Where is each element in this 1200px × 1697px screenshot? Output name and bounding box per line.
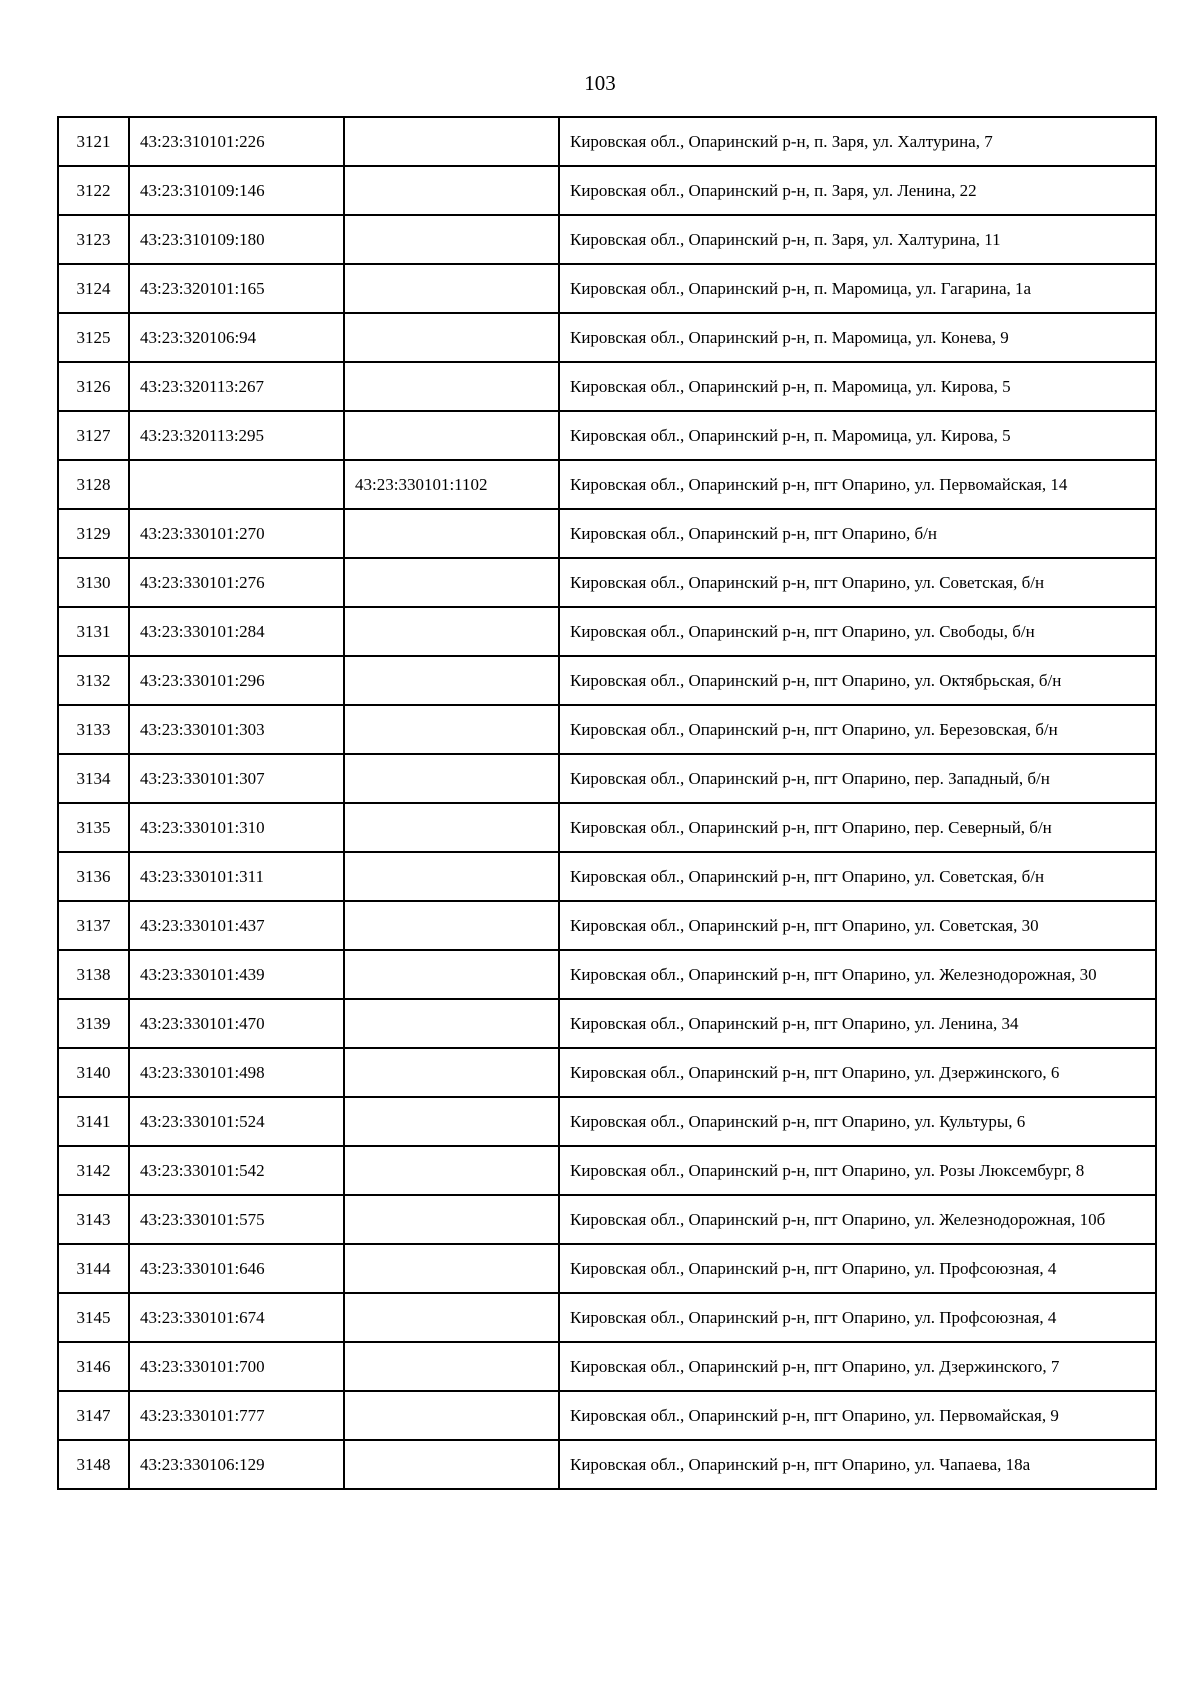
related-cadastral-number-cell (344, 1146, 559, 1195)
entry-number-cell: 3130 (58, 558, 129, 607)
table-row (58, 1244, 1156, 1293)
entry-number-cell: 3124 (58, 264, 129, 313)
registry-table (57, 116, 1157, 1490)
entry-number-cell: 3144 (58, 1244, 129, 1293)
table-row (58, 1097, 1156, 1146)
cadastral-number-cell: 43:23:310109:146 (129, 166, 344, 215)
entry-number-cell: 3143 (58, 1195, 129, 1244)
entry-number-cell: 3132 (58, 656, 129, 705)
related-cadastral-number-cell (344, 166, 559, 215)
entry-number-cell: 3148 (58, 1440, 129, 1489)
address-cell: Кировская обл., Опаринский р-н, пгт Опарино, ул. Первомайская, 9 (559, 1391, 1156, 1440)
entry-number-cell: 3123 (58, 215, 129, 264)
entry-number-cell: 3145 (58, 1293, 129, 1342)
address-cell: Кировская обл., Опаринский р-н, пгт Опарино, пер. Северный, б/н (559, 803, 1156, 852)
related-cadastral-number-cell (344, 950, 559, 999)
table-row (58, 313, 1156, 362)
cadastral-number-cell: 43:23:320113:295 (129, 411, 344, 460)
table-row (58, 1391, 1156, 1440)
related-cadastral-number-cell (344, 215, 559, 264)
table-row (58, 264, 1156, 313)
entry-number-cell: 3146 (58, 1342, 129, 1391)
address-cell: Кировская обл., Опаринский р-н, пгт Опарино, ул. Чапаева, 18а (559, 1440, 1156, 1489)
cadastral-number-cell: 43:23:320101:165 (129, 264, 344, 313)
table-row (58, 558, 1156, 607)
related-cadastral-number-cell (344, 656, 559, 705)
table-row (58, 607, 1156, 656)
table-row (58, 1048, 1156, 1097)
related-cadastral-number-cell (344, 705, 559, 754)
entry-number-cell: 3127 (58, 411, 129, 460)
entry-number-cell: 3129 (58, 509, 129, 558)
related-cadastral-number-cell (344, 1391, 559, 1440)
cadastral-number-cell: 43:23:310109:180 (129, 215, 344, 264)
table-row (58, 1195, 1156, 1244)
address-cell: Кировская обл., Опаринский р-н, пгт Опарино, ул. Железнодорожная, 10б (559, 1195, 1156, 1244)
table-row (58, 215, 1156, 264)
cadastral-number-cell: 43:23:330101:575 (129, 1195, 344, 1244)
address-cell: Кировская обл., Опаринский р-н, п. Заря, ул. Халтурина, 7 (559, 117, 1156, 166)
address-cell: Кировская обл., Опаринский р-н, п. Маромица, ул. Кирова, 5 (559, 411, 1156, 460)
entry-number-cell: 3147 (58, 1391, 129, 1440)
cadastral-number-cell: 43:23:330101:674 (129, 1293, 344, 1342)
address-cell: Кировская обл., Опаринский р-н, пгт Опарино, ул. Березовская, б/н (559, 705, 1156, 754)
address-cell: Кировская обл., Опаринский р-н, пгт Опарино, ул. Дзержинского, 6 (559, 1048, 1156, 1097)
cadastral-number-cell: 43:23:330101:700 (129, 1342, 344, 1391)
entry-number-cell: 3133 (58, 705, 129, 754)
table-row (58, 460, 1156, 509)
cadastral-number-cell: 43:23:320113:267 (129, 362, 344, 411)
cadastral-number-cell: 43:23:330101:310 (129, 803, 344, 852)
related-cadastral-number-cell (344, 411, 559, 460)
entry-number-cell: 3142 (58, 1146, 129, 1195)
address-cell: Кировская обл., Опаринский р-н, пгт Опарино, ул. Дзержинского, 7 (559, 1342, 1156, 1391)
cadastral-number-cell: 43:23:330101:777 (129, 1391, 344, 1440)
related-cadastral-number-cell (344, 313, 559, 362)
table-row (58, 950, 1156, 999)
entry-number-cell: 3126 (58, 362, 129, 411)
address-cell: Кировская обл., Опаринский р-н, п. Маромица, ул. Гагарина, 1а (559, 264, 1156, 313)
page-number: 103 (584, 71, 616, 95)
address-cell: Кировская обл., Опаринский р-н, пгт Опарино, ул. Профсоюзная, 4 (559, 1244, 1156, 1293)
related-cadastral-number-cell (344, 1195, 559, 1244)
related-cadastral-number-cell (344, 1244, 559, 1293)
entry-number-cell: 3122 (58, 166, 129, 215)
related-cadastral-number-cell (344, 901, 559, 950)
entry-number-cell: 3134 (58, 754, 129, 803)
entry-number-cell: 3140 (58, 1048, 129, 1097)
cadastral-number-cell: 43:23:330101:646 (129, 1244, 344, 1293)
related-cadastral-number-cell (344, 607, 559, 656)
address-cell: Кировская обл., Опаринский р-н, пгт Опарино, ул. Свободы, б/н (559, 607, 1156, 656)
address-cell: Кировская обл., Опаринский р-н, пгт Опарино, ул. Розы Люксембург, 8 (559, 1146, 1156, 1195)
cadastral-number-cell: 43:23:320106:94 (129, 313, 344, 362)
table-row (58, 999, 1156, 1048)
address-cell: Кировская обл., Опаринский р-н, пгт Опарино, пер. Западный, б/н (559, 754, 1156, 803)
related-cadastral-number-cell (344, 509, 559, 558)
cadastral-number-cell: 43:23:330101:303 (129, 705, 344, 754)
related-cadastral-number-cell (344, 1293, 559, 1342)
table-row (58, 1342, 1156, 1391)
entry-number-cell: 3137 (58, 901, 129, 950)
address-cell: Кировская обл., Опаринский р-н, пгт Опарино, ул. Первомайская, 14 (559, 460, 1156, 509)
table-row (58, 1440, 1156, 1489)
address-cell: Кировская обл., Опаринский р-н, п. Маромица, ул. Кирова, 5 (559, 362, 1156, 411)
entry-number-cell: 3139 (58, 999, 129, 1048)
related-cadastral-number-cell: 43:23:330101:1102 (344, 460, 559, 509)
address-cell: Кировская обл., Опаринский р-н, п. Заря, ул. Ленина, 22 (559, 166, 1156, 215)
address-cell: Кировская обл., Опаринский р-н, п. Маромица, ул. Конева, 9 (559, 313, 1156, 362)
related-cadastral-number-cell (344, 754, 559, 803)
cadastral-number-cell: 43:23:330101:296 (129, 656, 344, 705)
table-row (58, 166, 1156, 215)
table-row (58, 852, 1156, 901)
address-cell: Кировская обл., Опаринский р-н, пгт Опарино, ул. Октябрьская, б/н (559, 656, 1156, 705)
entry-number-cell: 3128 (58, 460, 129, 509)
address-cell: Кировская обл., Опаринский р-н, пгт Опарино, ул. Культуры, 6 (559, 1097, 1156, 1146)
table-row (58, 1146, 1156, 1195)
related-cadastral-number-cell (344, 558, 559, 607)
registry-table-body (58, 117, 1156, 1489)
cadastral-number-cell: 43:23:330101:524 (129, 1097, 344, 1146)
related-cadastral-number-cell (344, 803, 559, 852)
entry-number-cell: 3141 (58, 1097, 129, 1146)
cadastral-number-cell: 43:23:330101:311 (129, 852, 344, 901)
table-row (58, 705, 1156, 754)
table-row (58, 509, 1156, 558)
related-cadastral-number-cell (344, 1097, 559, 1146)
related-cadastral-number-cell (344, 1048, 559, 1097)
table-row (58, 117, 1156, 166)
cadastral-number-cell: 43:23:330101:439 (129, 950, 344, 999)
cadastral-number-cell: 43:23:310101:226 (129, 117, 344, 166)
related-cadastral-number-cell (344, 117, 559, 166)
address-cell: Кировская обл., Опаринский р-н, пгт Опарино, б/н (559, 509, 1156, 558)
address-cell: Кировская обл., Опаринский р-н, пгт Опарино, ул. Советская, б/н (559, 558, 1156, 607)
table-row (58, 362, 1156, 411)
cadastral-number-cell: 43:23:330101:470 (129, 999, 344, 1048)
entry-number-cell: 3136 (58, 852, 129, 901)
address-cell: Кировская обл., Опаринский р-н, пгт Опарино, ул. Советская, б/н (559, 852, 1156, 901)
address-cell: Кировская обл., Опаринский р-н, пгт Опарино, ул. Советская, 30 (559, 901, 1156, 950)
address-cell: Кировская обл., Опаринский р-н, пгт Опарино, ул. Профсоюзная, 4 (559, 1293, 1156, 1342)
table-row (58, 656, 1156, 705)
cadastral-number-cell: 43:23:330101:542 (129, 1146, 344, 1195)
cadastral-number-cell: 43:23:330101:498 (129, 1048, 344, 1097)
cadastral-number-cell: 43:23:330101:270 (129, 509, 344, 558)
related-cadastral-number-cell (344, 1440, 559, 1489)
cadastral-number-cell: 43:23:330101:284 (129, 607, 344, 656)
cadastral-number-cell: 43:23:330101:307 (129, 754, 344, 803)
entry-number-cell: 3121 (58, 117, 129, 166)
related-cadastral-number-cell (344, 852, 559, 901)
entry-number-cell: 3131 (58, 607, 129, 656)
address-cell: Кировская обл., Опаринский р-н, пгт Опарино, ул. Ленина, 34 (559, 999, 1156, 1048)
related-cadastral-number-cell (344, 999, 559, 1048)
related-cadastral-number-cell (344, 362, 559, 411)
table-row (58, 411, 1156, 460)
cadastral-number-cell: 43:23:330101:276 (129, 558, 344, 607)
cadastral-number-cell: 43:23:330101:437 (129, 901, 344, 950)
related-cadastral-number-cell (344, 264, 559, 313)
entry-number-cell: 3125 (58, 313, 129, 362)
address-cell: Кировская обл., Опаринский р-н, пгт Опарино, ул. Железнодорожная, 30 (559, 950, 1156, 999)
entry-number-cell: 3138 (58, 950, 129, 999)
cadastral-number-cell: 43:23:330106:129 (129, 1440, 344, 1489)
address-cell: Кировская обл., Опаринский р-н, п. Заря, ул. Халтурина, 11 (559, 215, 1156, 264)
cadastral-number-cell (129, 460, 344, 509)
entry-number-cell: 3135 (58, 803, 129, 852)
table-row (58, 754, 1156, 803)
table-row (58, 803, 1156, 852)
related-cadastral-number-cell (344, 1342, 559, 1391)
table-row (58, 901, 1156, 950)
table-row (58, 1293, 1156, 1342)
